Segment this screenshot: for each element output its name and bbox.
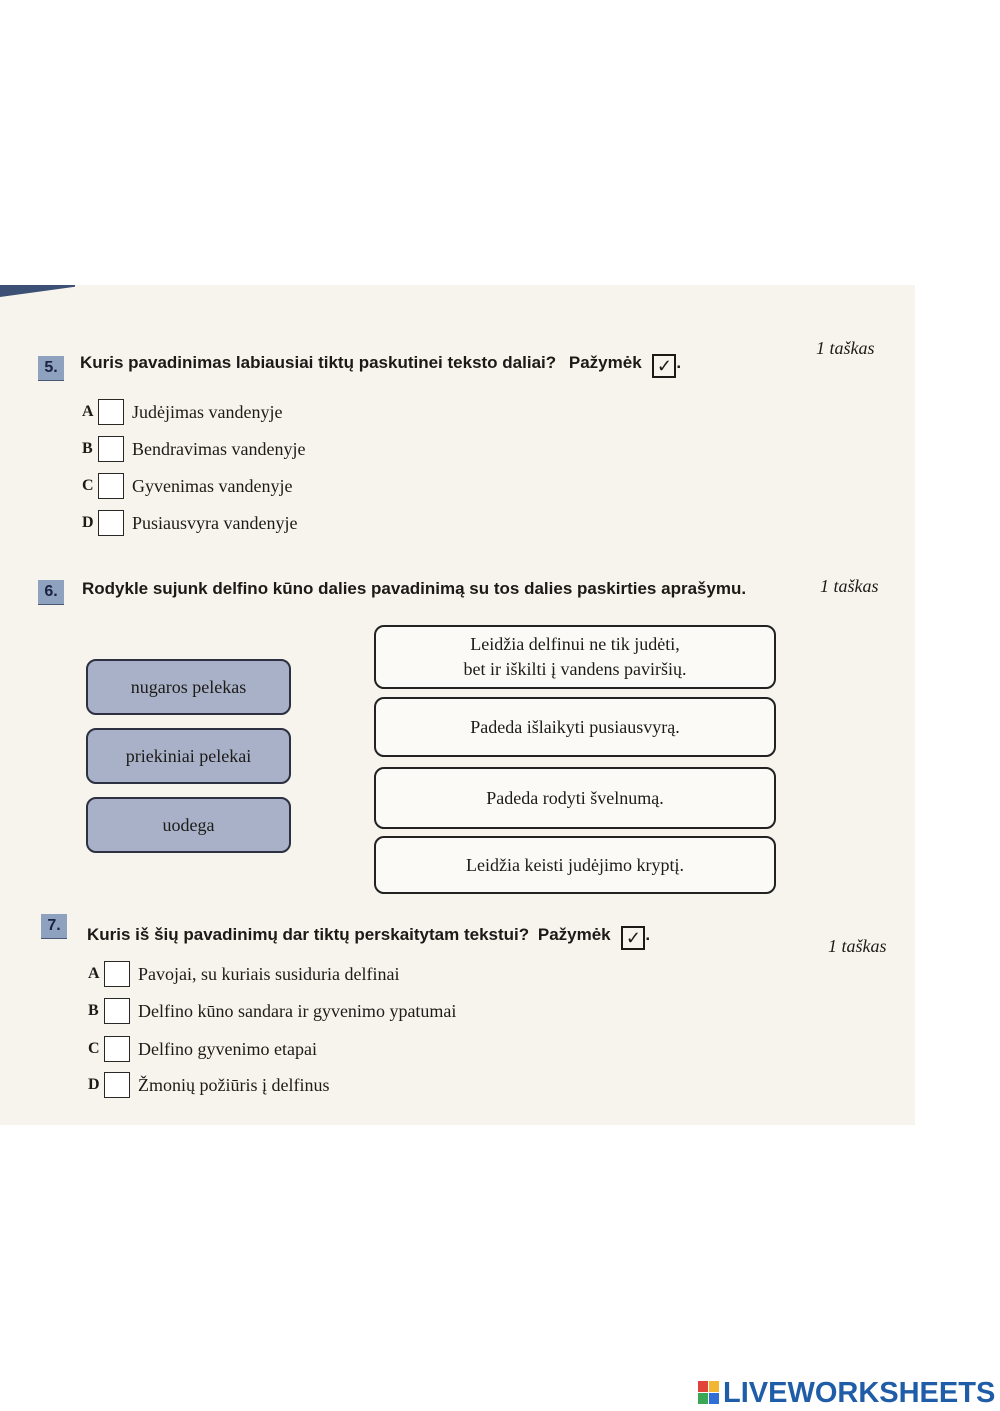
option-letter: B xyxy=(88,1002,99,1019)
q5-option-c-checkbox[interactable] xyxy=(98,473,124,499)
q7-option-d xyxy=(88,1071,329,1099)
q5-option-b-checkbox[interactable] xyxy=(98,436,124,462)
q5-option-b xyxy=(82,435,305,463)
description-line: Padeda išlaikyti pusiausvyrą. xyxy=(470,716,680,737)
description-box-2[interactable] xyxy=(374,697,776,757)
option-text: Gyvenimas vandenyje xyxy=(132,475,293,496)
q5-option-a-checkbox[interactable] xyxy=(98,399,124,425)
option-letter: A xyxy=(82,403,94,420)
checkmark-icon: ✓ xyxy=(621,926,645,950)
question-7-instruction: Pažymėk xyxy=(537,925,611,944)
description-line: Leidžia delfinui ne tik judėti, xyxy=(470,634,680,654)
liveworksheets-logo xyxy=(698,1376,995,1410)
q7-option-c-checkbox[interactable] xyxy=(104,1036,130,1062)
q5-option-d xyxy=(82,509,297,537)
logo-text: LIVEWORKSHEETS xyxy=(723,1376,996,1409)
q7-option-a-checkbox[interactable] xyxy=(104,961,130,987)
question-5-points: 1 taškas xyxy=(816,338,875,358)
option-letter: C xyxy=(88,1040,100,1057)
description-line: bet ir iškilti į vandens paviršių. xyxy=(463,659,687,679)
checkmark-icon: ✓ xyxy=(652,354,676,378)
option-text: Žmonių požiūris į delfinus xyxy=(138,1074,330,1095)
option-letter: C xyxy=(82,477,94,494)
option-text: Bendravimas vandenyje xyxy=(132,438,306,459)
option-text: Pavojai, su kuriais susiduria delfinai xyxy=(138,963,400,984)
q5-option-c xyxy=(82,472,292,500)
q7-option-a xyxy=(88,960,399,988)
q5-option-a xyxy=(82,398,282,426)
option-text: Pusiausvyra vandenyje xyxy=(132,512,298,533)
q7-option-d-checkbox[interactable] xyxy=(104,1072,130,1098)
description-box-1[interactable] xyxy=(374,625,776,689)
question-7-points: 1 taškas xyxy=(828,936,887,956)
question-5-instruction: Pažymėk xyxy=(568,353,642,372)
question-5-end-dot: . xyxy=(676,353,682,372)
option-letter: B xyxy=(82,440,93,457)
option-text: Delfino gyvenimo etapai xyxy=(138,1038,317,1059)
q7-option-c xyxy=(88,1035,317,1063)
question-7-text xyxy=(87,925,650,950)
q7-option-b-checkbox[interactable] xyxy=(104,998,130,1024)
logo-blocks-icon xyxy=(698,1381,720,1405)
description-line: Padeda rodyti švelnumą. xyxy=(486,787,664,808)
q7-option-b xyxy=(88,997,456,1025)
option-letter: D xyxy=(88,1076,100,1093)
question-5-text xyxy=(80,353,681,378)
description-line: Leidžia keisti judėjimo kryptį. xyxy=(466,854,684,875)
question-7-end-dot: . xyxy=(645,925,651,944)
question-5-number: 5. xyxy=(38,356,64,381)
question-6-text: Rodykle sujunk delfino kūno dalies pavadinimą su tos dalies paskirties aprašymu. xyxy=(82,579,747,598)
question-6-number: 6. xyxy=(38,580,64,605)
question-5-prompt: Kuris pavadinimas labiausiai tiktų paskutinei teksto daliai? xyxy=(80,353,557,372)
option-letter: A xyxy=(88,965,100,982)
option-text: Judėjimas vandenyje xyxy=(132,401,283,422)
part-name-nugaros-pelekas[interactable]: nugaros pelekas xyxy=(86,659,291,715)
option-letter: D xyxy=(82,514,94,531)
part-name-uodega[interactable]: uodega xyxy=(86,797,291,853)
option-text: Delfino kūno sandara ir gyvenimo ypatumai xyxy=(138,1000,457,1021)
q5-option-d-checkbox[interactable] xyxy=(98,510,124,536)
question-6-points: 1 taškas xyxy=(820,576,879,596)
description-box-4[interactable] xyxy=(374,836,776,894)
question-7-prompt: Kuris iš šių pavadinimų dar tiktų perskaitytam tekstui? xyxy=(87,925,530,944)
question-7-number: 7. xyxy=(41,914,67,939)
part-name-priekiniai-pelekai[interactable]: priekiniai pelekai xyxy=(86,728,291,784)
description-box-3[interactable] xyxy=(374,767,776,829)
